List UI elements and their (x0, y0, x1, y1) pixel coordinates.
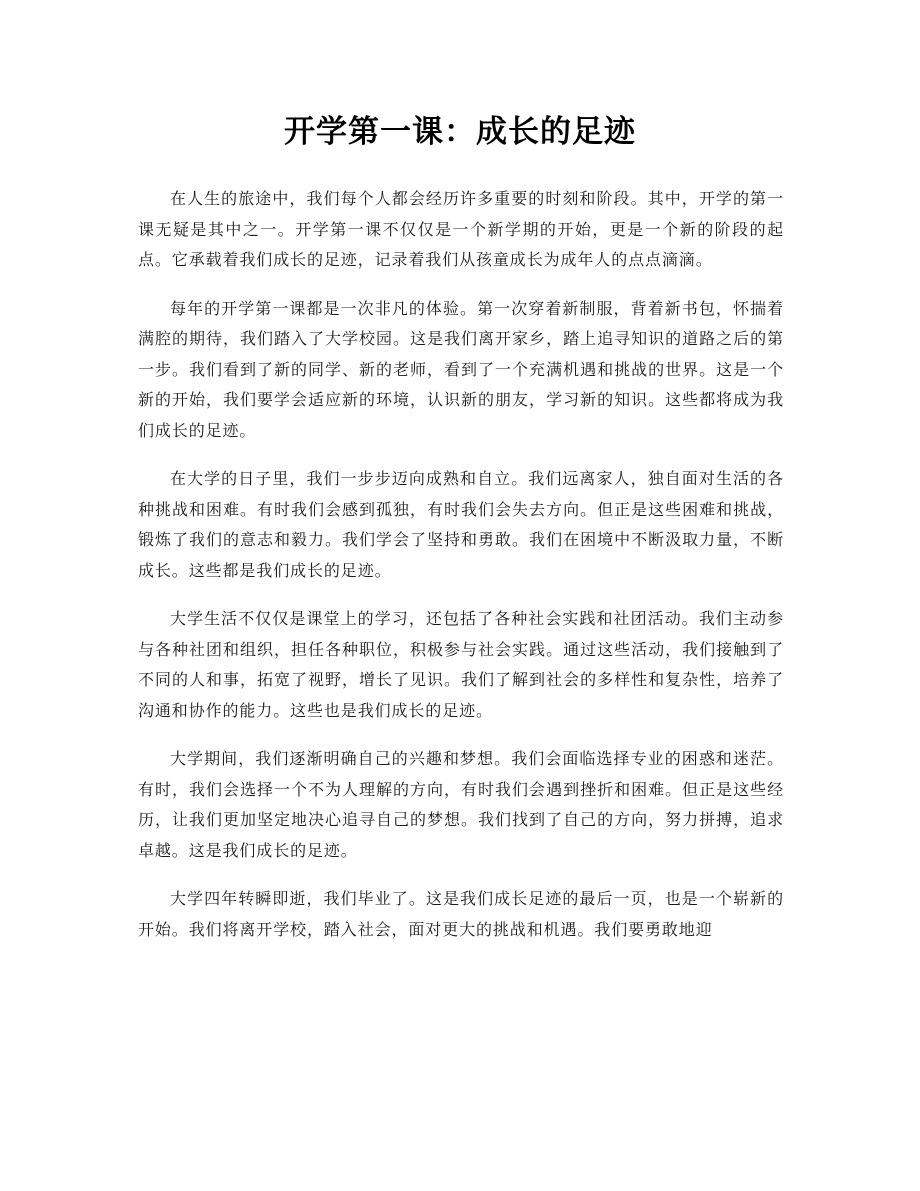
document-title: 开学第一课：成长的足迹 (284, 114, 636, 150)
paragraph: 大学四年转瞬即逝，我们毕业了。这是我们成长足迹的最后一页，也是一个崭新的开始。我们将离开学校，踏入社会，面对更大的挑战和机遇。我们要勇敢地迎 (138, 889, 784, 939)
paragraph: 每年的开学第一课都是一次非凡的体验。第一次穿着新制服，背着新书包，怀揣着满腔的期待，我们踏入了大学校园。这是我们离开家乡，踏上追寻知识的道路之后的第一步。我们看到了新的同学、新的老师，看到了一个充满机遇和挑战的世界。这是一个新的开始，我们要学会适应新的环境，认识新的朋友，学习新的知识。这些都将成为我们成长的足迹。 (138, 298, 784, 440)
document-body (138, 184, 784, 963)
paragraph: 在大学的日子里，我们一步步迈向成熟和自立。我们远离家人，独自面对生活的各种挑战和困难。有时我们会感到孤独，有时我们会失去方向。但正是这些困难和挑战，锻炼了我们的意志和毅力。我们学会了坚持和勇敢。我们在困境中不断汲取力量，不断成长。这些都是我们成长的足迹。 (138, 469, 784, 580)
paragraph: 大学生活不仅仅是课堂上的学习，还包括了各种社会实践和社团活动。我们主动参与各种社团和组织，担任各种职位，积极参与社会实践。通过这些活动，我们接触到了不同的人和事，拓宽了视野，增长了见识。我们了解到社会的多样性和复杂性，培养了沟通和协作的能力。这些也是我们成长的足迹。 (138, 609, 784, 720)
paragraph: 在人生的旅途中，我们每个人都会经历许多重要的时刻和阶段。其中，开学的第一课无疑是其中之一。开学第一课不仅仅是一个新学期的开始，更是一个新的阶段的起点。它承载着我们成长的足迹，记录着我们从孩童成长为成年人的点点滴滴。 (138, 189, 784, 269)
paragraph: 大学期间，我们逐渐明确自己的兴趣和梦想。我们会面临选择专业的困惑和迷茫。有时，我们会选择一个不为人理解的方向，有时我们会遇到挫折和困难。但正是这些经历，让我们更加坚定地决心追寻自己的梦想。我们找到了自己的方向，努力拼搏，追求卓越。这是我们成长的足迹。 (138, 749, 784, 860)
